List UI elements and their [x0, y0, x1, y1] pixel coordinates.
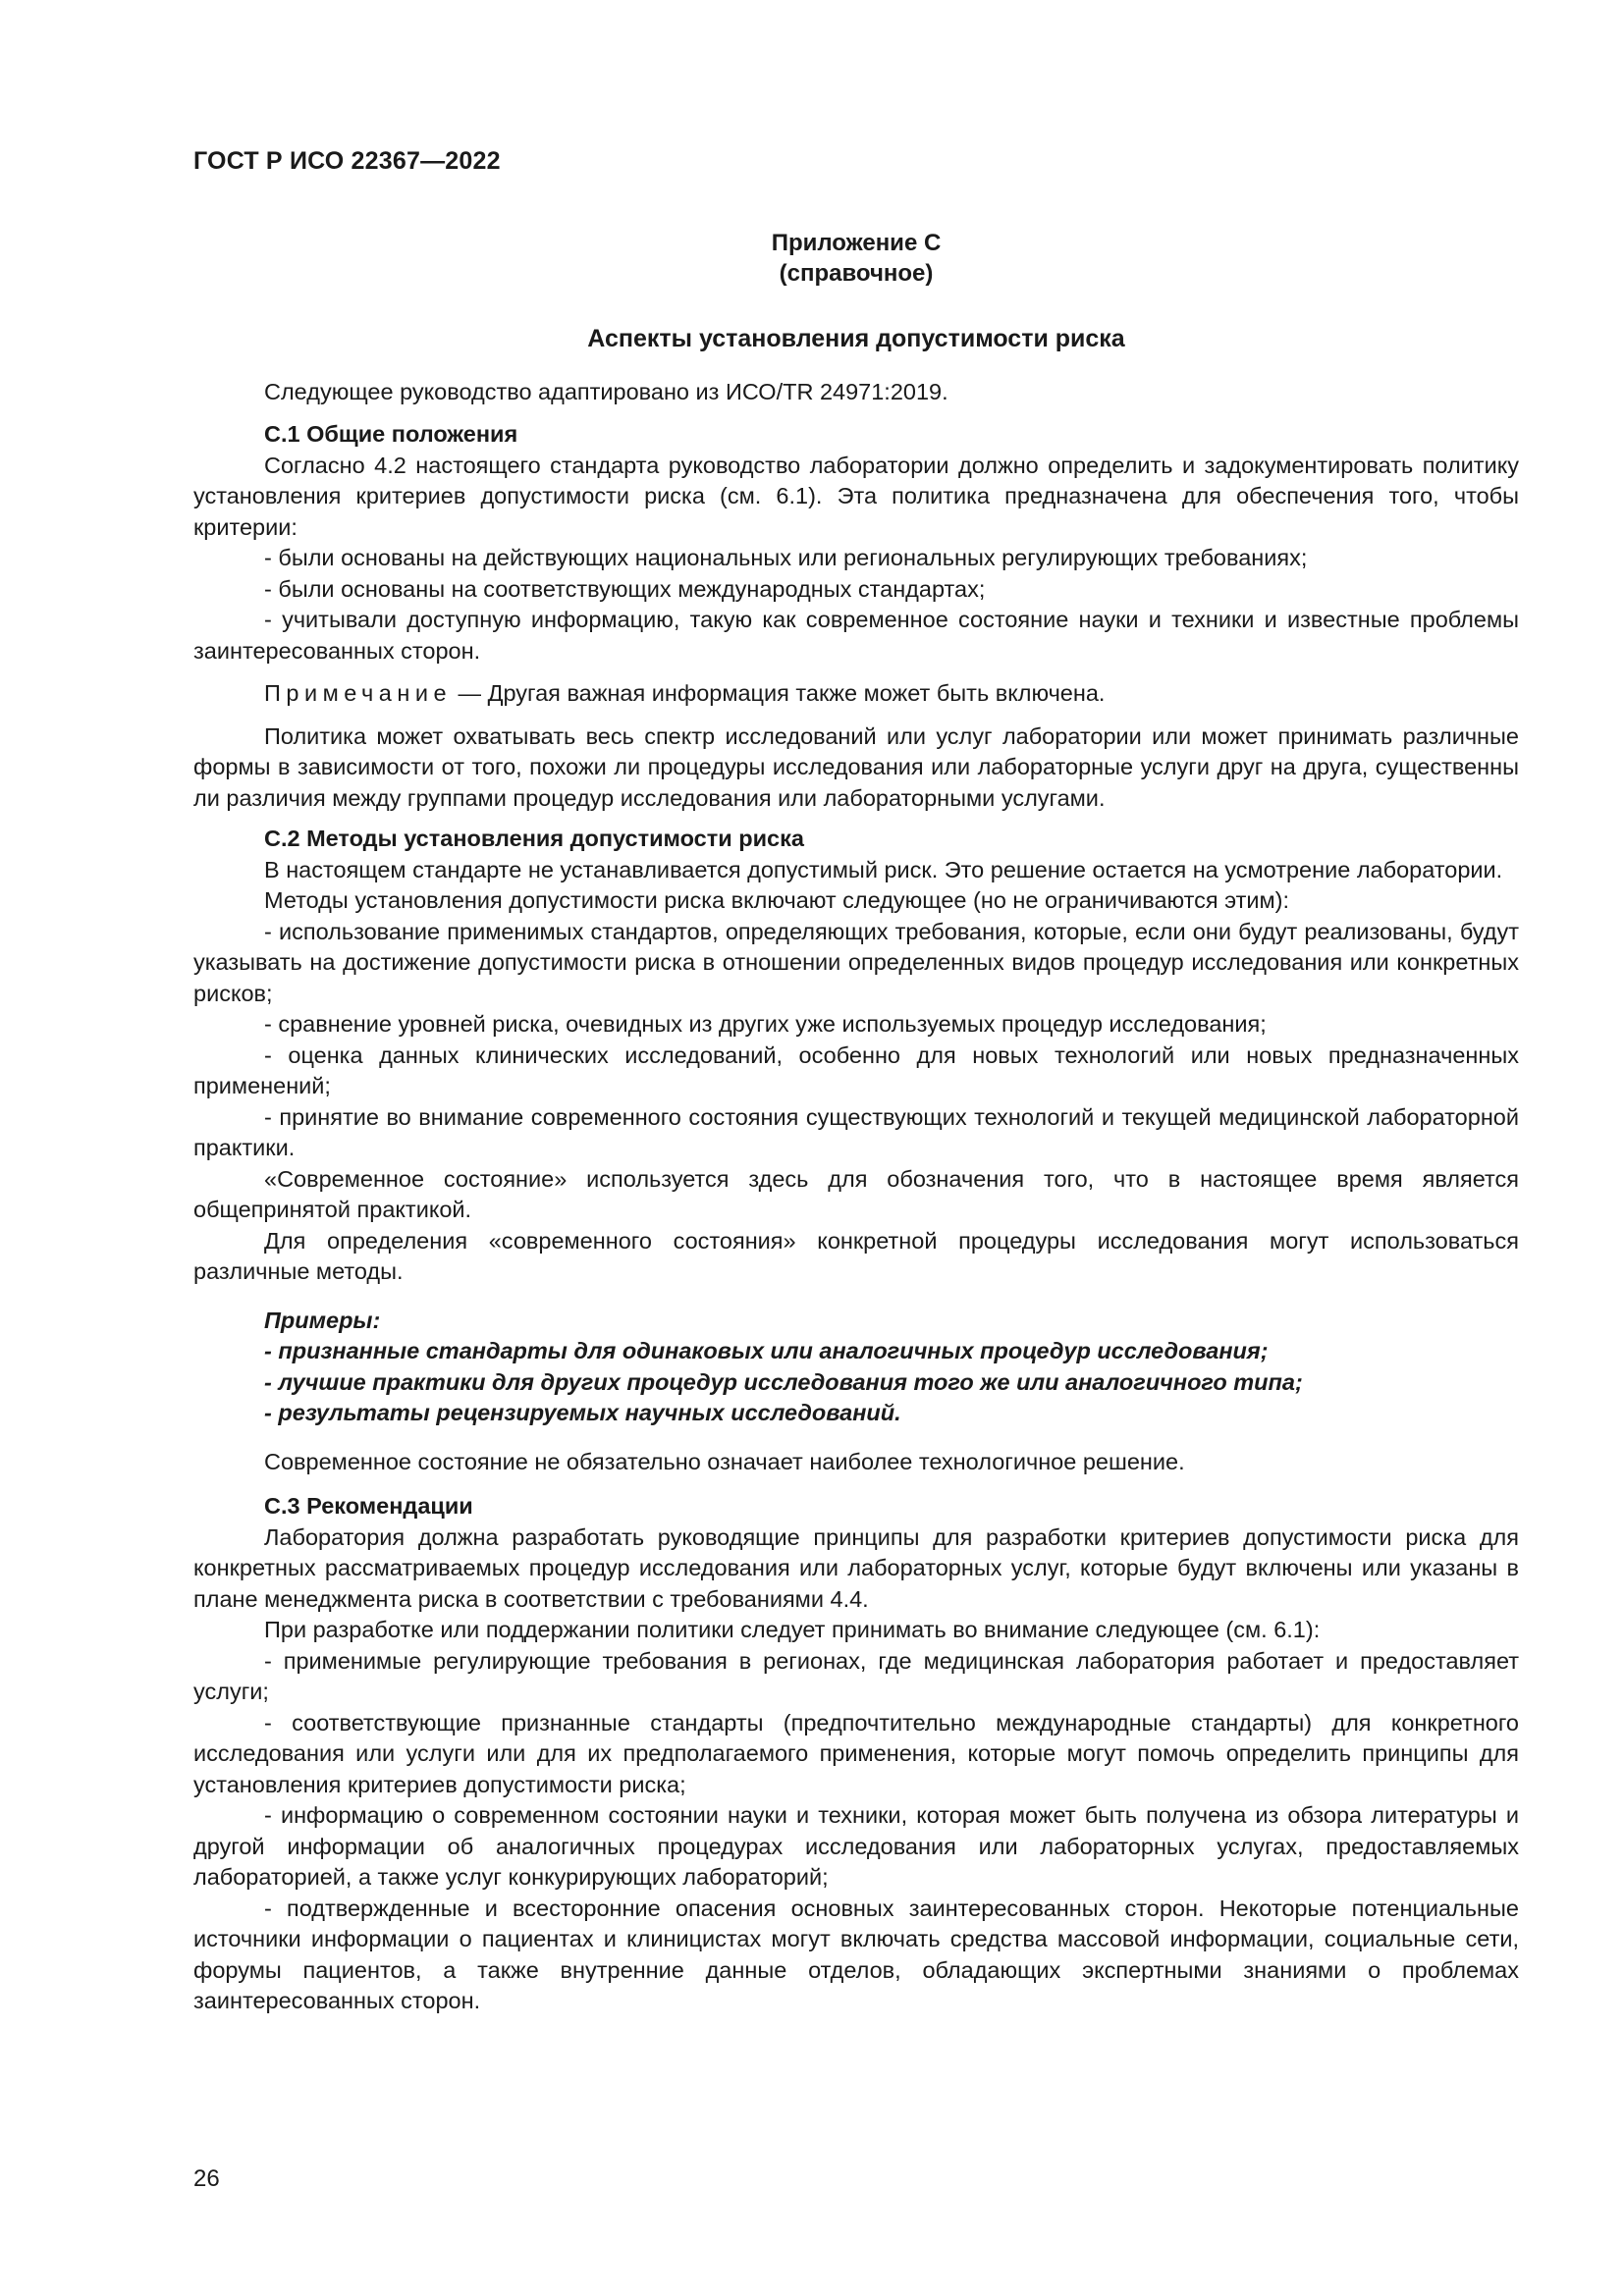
c2-paragraph-2: Методы установления допустимости риска включают следующее (но не ограничиваются этим):: [264, 887, 1290, 913]
examples-title: Примеры:: [264, 1307, 381, 1333]
section-c2-title: С.2 Методы установления допустимости риска: [264, 826, 804, 851]
page-number: 26: [193, 2165, 220, 2192]
c2-paragraph-5: Современное состояние не обязательно означает наиболее технологичное решение.: [264, 1448, 1185, 1474]
example-item: - лучшие практики для других процедур исследования того же или аналогичного типа;: [264, 1368, 1303, 1395]
annex-title: Приложение С: [771, 230, 942, 256]
note-text: — Другая важная информация также может быть включена.: [452, 680, 1106, 706]
intro-paragraph: Следующее руководство адаптировано из ИСО/TR 24971:2019.: [264, 378, 948, 404]
c2-paragraph-1: В настоящем стандарте не устанавливается допустимый риск. Это решение остается на усмотрение лаборатории.: [264, 856, 1503, 882]
c3-list-item: - информацию о современном состоянии науки и техники, которая может быть получена из обзора литературы и другой информации об аналогичных процедурах исследования или лабораторных услугах, предоставляемых лабораторией, а также услуг конкурирующих лабораторий;: [193, 1802, 1519, 1890]
c1-paragraph-2: Политика может охватывать весь спектр исследований или услуг лаборатории или может принимать различные формы в зависимости от того, похожи ли процедуры исследования или лабораторные услуги друг на друга, существенны ли различия между группами процедур исследования или лабораторными услугами.: [193, 722, 1519, 811]
c3-list-item: - подтвержденные и всесторонние опасения основных заинтересованных сторон. Некоторые потенциальные источники информации о пациентах и клиницистах могут включать средства массовой информации, социальные сети, форумы пациентов, а также внутренние данные отделов, обладающих экспертными знаниями о проблемах заинтересованных сторон.: [193, 1895, 1519, 2013]
c3-list-item: - соответствующие признанные стандарты (предпочтительно международные стандарты) для конкретного исследования или услуги или для их предполагаемого применения, которые могут помочь определить принципы для установления критериев допустимости риска;: [193, 1709, 1519, 1797]
example-item: - признанные стандарты для одинаковых или аналогичных процедур исследования;: [264, 1338, 1269, 1363]
c2-list-item: - использование применимых стандартов, определяющих требования, которые, если они будут реализованы, будут указывать на достижение допустимости риска в отношении определенных видов процедур исследования или конкретных рисков;: [193, 918, 1519, 1006]
section-c3-title: С.3 Рекомендации: [264, 1493, 473, 1519]
example-item: - результаты рецензируемых научных исследований.: [264, 1400, 901, 1425]
c1-list-item: - были основаны на соответствующих международных стандартах;: [264, 575, 986, 602]
c2-list-item: - оценка данных клинических исследований, особенно для новых технологий или новых предназначенных применений;: [193, 1041, 1519, 1098]
c1-list-item: - были основаны на действующих национальных или региональных регулирующих требованиях;: [264, 545, 1308, 570]
c2-list-item: - сравнение уровней риска, очевидных из других уже используемых процедур исследования;: [264, 1011, 1267, 1037]
section-c1-title: С.1 Общие положения: [264, 421, 518, 447]
c1-paragraph-1: Согласно 4.2 настоящего стандарта руководство лаборатории должно определить и задокументировать политику установления критериев допустимости риска (см. 6.1). Эта политика предназначена для обеспечения того, чтобы критерии:: [193, 452, 1519, 540]
c3-paragraph-1: Лаборатория должна разработать руководящие принципы для разработки критериев допустимости риска для конкретных рассматриваемых процедур исследования или лабораторных услуг, которые будут включены или указаны в плане менеджмента риска в соответствии с требованиями 4.4.: [193, 1523, 1519, 1612]
c3-paragraph-2: При разработке или поддержании политики следует принимать во внимание следующее (см. 6.1):: [264, 1617, 1321, 1642]
note-label: Примечание: [264, 680, 453, 706]
c1-note: [193, 678, 1519, 710]
c3-list-item: - применимые регулирующие требования в регионах, где медицинская лаборатория работает и предоставляет услуги;: [193, 1647, 1519, 1704]
annex-type: (справочное): [779, 260, 934, 287]
annex-heading: Аспекты установления допустимости риска: [587, 325, 1125, 352]
c2-paragraph-4: Для определения «современного состояния» конкретной процедуры исследования могут использоваться различные методы.: [193, 1227, 1519, 1284]
c2-paragraph-3: «Современное состояние» используется здесь для обозначения того, что в настоящее время является общепринятой практикой.: [193, 1165, 1519, 1222]
document-body: [193, 228, 1519, 2017]
c1-list-item: - учитывали доступную информацию, такую как современное состояние науки и техники и известные проблемы заинтересованных сторон.: [193, 607, 1519, 664]
document-header: ГОСТ Р ИСО 22367—2022: [193, 147, 501, 175]
c2-list-item: - принятие во внимание современного состояния существующих технологий и текущей медицинской лабораторной практики.: [193, 1103, 1519, 1160]
